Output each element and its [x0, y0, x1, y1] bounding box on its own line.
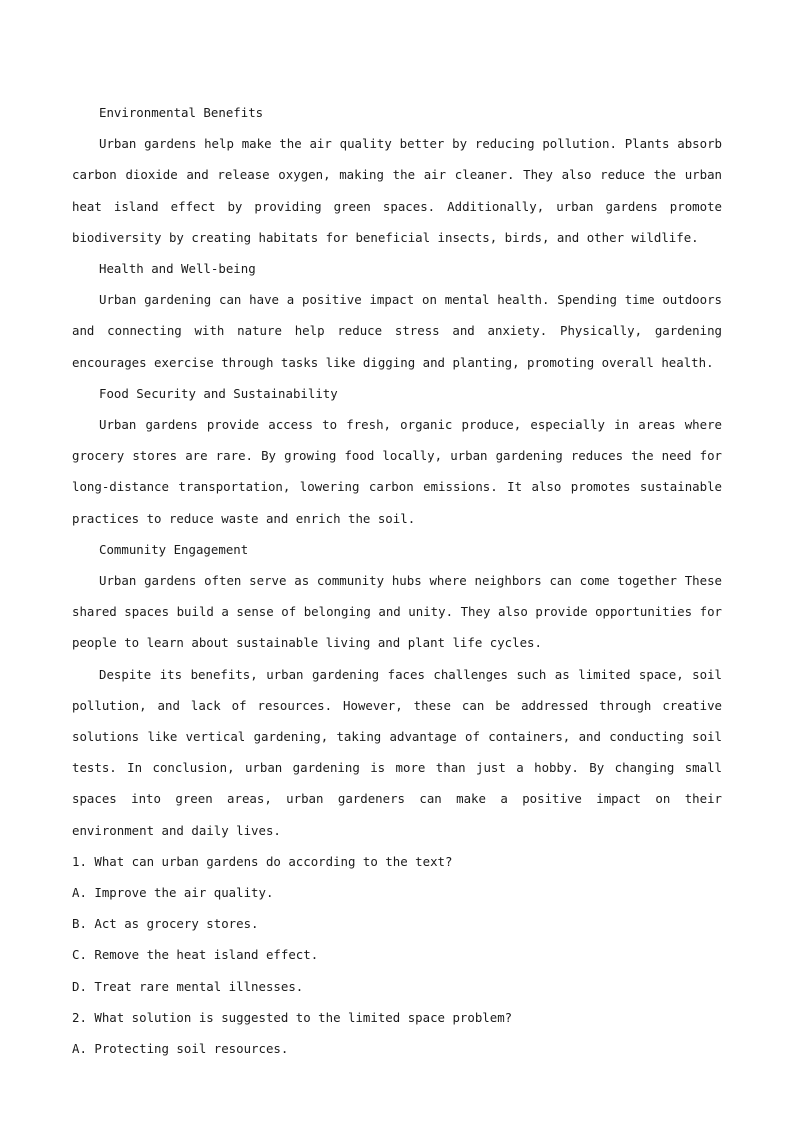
- answer-option: C. Remove the heat island effect.: [72, 947, 319, 963]
- section-heading: Environmental Benefits: [99, 105, 264, 120]
- answer-option: D. Treat rare mental illnesses.: [72, 978, 304, 994]
- document-page: [72, 97, 722, 1064]
- answer-option: A. Protecting soil resources.: [72, 1041, 289, 1057]
- question-stem: 2. What solution is suggested to the limited space problem?: [72, 1009, 513, 1025]
- answer-option: B. Act as grocery stores.: [72, 916, 259, 932]
- answer-option: A. Improve the air quality.: [72, 885, 274, 901]
- section-paragraph: Urban gardens help make the air quality better by reducing pollution. Plants absorb carbon dioxide and release oxygen, making the air cleaner. They also reduce the urban heat island effect by providing green spaces. Additionally, urban gardens promote biodiversity by creating habitats for beneficial insects, birds, and other wildlife.: [72, 136, 722, 245]
- conclusion-paragraph: Despite its benefits, urban gardening faces challenges such as limited space, soil pollution, and lack of resources. However, these can be addressed through creative solutions like vertical gardening, taking advantage of containers, and conducting soil tests. In conclusion, urban gardening is more than just a hobby. By changing small spaces into green areas, urban gardeners can make a positive impact on their environment and daily lives.: [72, 666, 722, 838]
- section-paragraph: Urban gardens often serve as community hubs where neighbors can come together These shared spaces build a sense of belonging and unity. They also provide opportunities for people to learn about sustainable living and plant life cycles.: [72, 573, 722, 651]
- section-paragraph: Urban gardening can have a positive impact on mental health. Spending time outdoors and connecting with nature help reduce stress and anxiety. Physically, gardening encourages exercise through tasks like digging and planting, promoting overall health.: [72, 292, 722, 370]
- section-paragraph: Urban gardens provide access to fresh, organic produce, especially in areas where grocery stores are rare. By growing food locally, urban gardening reduces the need for long-distance transportation, lowering carbon emissions. It also promotes sustainable practices to reduce waste and enrich the soil.: [72, 417, 722, 526]
- section-heading: Health and Well-being: [99, 261, 256, 277]
- section-heading: Community Engagement: [99, 541, 249, 557]
- section-heading: Food Security and Sustainability: [99, 385, 338, 401]
- question-stem: 1. What can urban gardens do according to the text?: [72, 853, 453, 869]
